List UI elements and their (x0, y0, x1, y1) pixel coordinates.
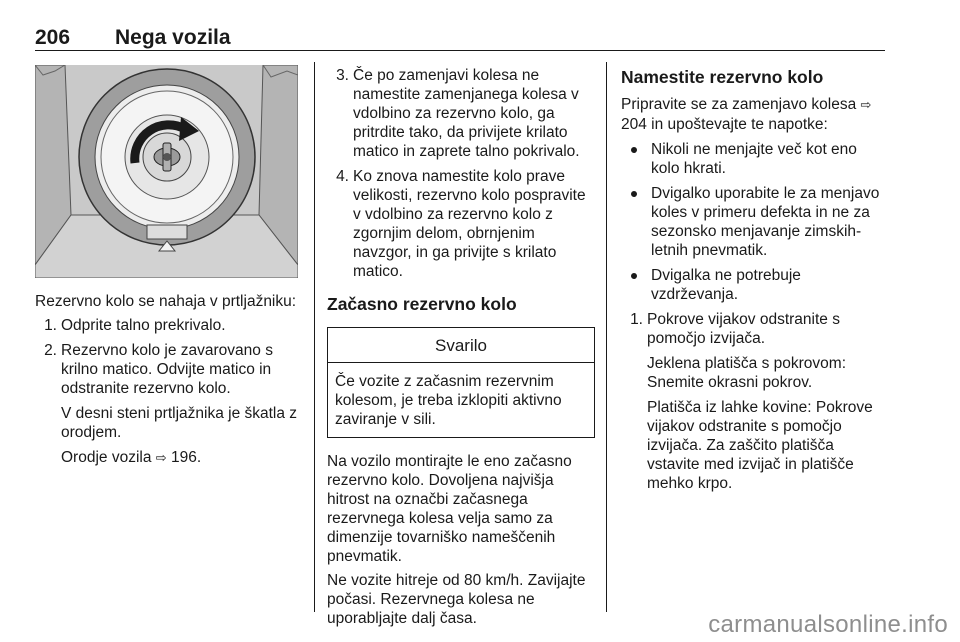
list-item (35, 341, 300, 468)
step-number: 2. (44, 342, 57, 359)
watermark: carmanualsonline.info (708, 611, 948, 638)
spare-wheel-illustration (35, 65, 298, 278)
right-column (621, 66, 889, 499)
header-rule (35, 50, 885, 51)
step-text: Pokrove vijakov odstranite s pomočjo izvijača. (647, 311, 840, 347)
list-item (327, 66, 595, 161)
page-header (35, 26, 885, 50)
step-text: V desni steni prtljažnika je škatla z orodjem. (61, 405, 298, 441)
body-paragraph: Ne vozite hitreje od 80 km/h. Zavijajte počasi. Rezervnega kolesa ne uporabljajte dalj časa. (327, 572, 586, 627)
reference-text: Orodje vozila (61, 449, 152, 466)
bullet-icon (631, 273, 637, 279)
column-divider-left (314, 62, 315, 612)
tool-reference (61, 448, 300, 468)
step-text: Jeklena platišča s pokrovom: Snemite okrasni pokrov. (647, 355, 847, 391)
warning-text: Če vozite z začasnim rezervnim kolesom, je treba izklopiti aktivno zaviranje v sili. (335, 373, 562, 428)
step-text: Če po zamenjavi kolesa ne namestite zamenjanega kolesa v vdolbino za rezervno kolo, ga pritrdite tako, da privijete krilato matico in zaprete talno pokrivalo. (353, 67, 580, 160)
reference-page[interactable]: 196. (171, 449, 202, 466)
page-title: Nega vozila (115, 26, 231, 49)
spare-wheel-drawing (35, 65, 298, 278)
section-heading-mount-spare: Namestite rezervno kolo (621, 67, 824, 87)
step-text: Odprite talno prekrivalo. (61, 317, 226, 334)
left-column (35, 292, 300, 474)
step-number: 1. (630, 311, 643, 328)
step-text: Rezervno kolo je zavarovano s krilno matico. Odvijte matico in odstranite rezervno kolo. (61, 342, 273, 397)
arrow-reference-icon: ⇨ (860, 98, 872, 113)
step-number: 1. (44, 317, 57, 334)
bullet-text: Nikoli ne menjajte več kot eno kolo hkrati. (651, 141, 857, 177)
intro-text: Rezervno kolo se nahaja v prtljažniku: (35, 293, 297, 310)
warning-title: Svarilo (328, 328, 594, 363)
bullet-icon (631, 147, 637, 153)
list-item (621, 266, 889, 304)
list-item (621, 310, 889, 493)
bullet-text: Dvigalko uporabite le za menjavo koles v primeru defekta in ne za sezonsko menjavanje zimskih-letnih pnevmatik. (651, 185, 880, 259)
list-item (621, 184, 889, 260)
list-item (621, 140, 889, 178)
list-item (327, 167, 595, 281)
intro-sentence: Pripravite se za zamenjavo kolesa (621, 96, 857, 113)
middle-column (327, 66, 595, 633)
section-heading-temporary-spare: Začasno rezervno kolo (327, 294, 517, 314)
page-number: 206 (35, 26, 71, 49)
numbered-list-middle (327, 66, 595, 281)
warning-box (327, 327, 595, 438)
step-text: Ko znova namestite kolo prave velikosti, rezervno kolo pospravite v vdolbino za rezervno kolo z zgornjim delom, obrnjenim navzgor, in ga privijte s krilato matico. (353, 168, 586, 280)
list-item (35, 316, 300, 335)
reference-page[interactable]: 204 in upoštevajte te napotke: (621, 116, 828, 133)
bullet-list (621, 140, 889, 304)
numbered-list-right (621, 310, 889, 493)
step-text: Platišča iz lahke kovine: Pokrove vijakov odstranite s pomočjo izvijača. Za zaščito platišča vstavite med izvijač in platišče mehko krpo. (647, 399, 873, 492)
column-divider-right (606, 62, 607, 612)
numbered-list-left (35, 316, 300, 468)
step-number: 4. (336, 168, 349, 185)
intro-text (621, 95, 889, 134)
arrow-reference-icon: ⇨ (155, 451, 167, 466)
bullet-text: Dvigalka ne potrebuje vzdrževanja. (651, 267, 801, 303)
bullet-icon (631, 191, 637, 197)
body-paragraph: Na vozilo montirajte le eno začasno rezervno kolo. Dovoljena najvišja hitrost na označbi začasnega rezervnega kolesa velja samo za dimenzije tovarniško nameščenih pnevmatik. (327, 453, 572, 565)
step-number: 3. (336, 67, 349, 84)
